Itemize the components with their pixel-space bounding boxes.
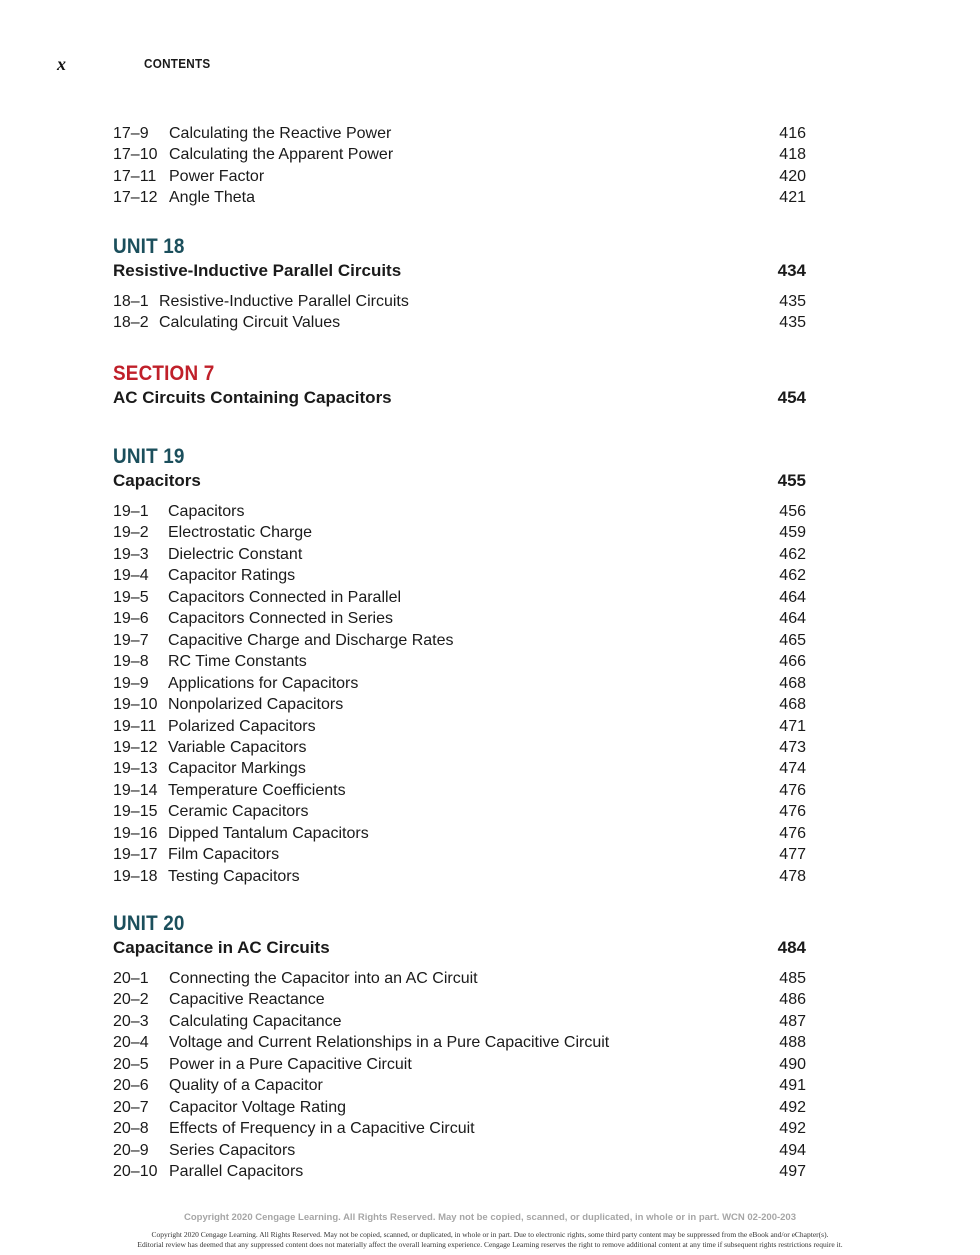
- entry-number: 20–7: [113, 1098, 149, 1116]
- toc-entry: [113, 501, 806, 522]
- entry-number: 20–8: [113, 1120, 149, 1138]
- toc-entry: [113, 968, 806, 989]
- entry-title: Resistive-Inductive Parallel Circuits: [159, 293, 409, 310]
- toc-entry: [113, 1054, 806, 1075]
- unit-page: 454: [777, 388, 806, 407]
- entry-title: Effects of Frequency in a Capacitive Circuit: [169, 1120, 475, 1138]
- copyright-notice: Copyright 2020 Cengage Learning. All Rights Reserved. May not be copied, scanned, or duplicated, in whole or in part. WCN 02-200-203: [184, 1212, 796, 1223]
- unit-heading: UNIT 20: [113, 912, 185, 935]
- unit-page: 455: [777, 471, 806, 490]
- entry-number: 20–10: [113, 1163, 158, 1181]
- toc-entry: [113, 844, 806, 865]
- entry-number: 19–9: [113, 674, 149, 692]
- entry-title: Connecting the Capacitor into an AC Circuit: [169, 970, 478, 987]
- entry-page: 435: [779, 314, 806, 332]
- unit-title-row: [113, 260, 806, 282]
- entry-page: 477: [779, 846, 806, 864]
- entry-page: 494: [779, 1141, 806, 1159]
- entry-title: Nonpolarized Capacitors: [168, 696, 344, 714]
- toc-entry: [113, 1161, 806, 1182]
- toc-entry: [113, 716, 806, 737]
- entry-title: Power Factor: [169, 167, 265, 185]
- unit-title: Capacitors: [113, 471, 201, 490]
- entry-page: 456: [779, 503, 806, 520]
- entry-title: Testing Capacitors: [168, 867, 300, 885]
- toc-entry: [113, 587, 806, 608]
- running-head-title: CONTENTS: [144, 56, 211, 71]
- entry-page: 490: [779, 1055, 806, 1073]
- toc-entry: [113, 780, 806, 801]
- toc-entry: [113, 544, 806, 565]
- entry-title: Parallel Capacitors: [169, 1163, 304, 1181]
- entry-title: Series Capacitors: [169, 1141, 296, 1159]
- unit-title-row: [113, 470, 806, 492]
- entry-number: 19–4: [113, 567, 149, 585]
- toc-entry: [113, 651, 806, 672]
- copyright-fine-print: [0, 1230, 980, 1250]
- section-heading: SECTION 7: [113, 362, 215, 385]
- entry-number: 19–12: [113, 738, 158, 756]
- entry-title: Capacitor Voltage Rating: [169, 1098, 346, 1116]
- entry-number: 19–5: [113, 588, 149, 606]
- entry-page: 476: [779, 824, 806, 842]
- entry-page: 478: [779, 867, 806, 885]
- unit-title: Capacitance in AC Circuits: [113, 938, 330, 957]
- entry-title: Film Capacitors: [168, 846, 280, 864]
- entry-number: 18–2: [113, 314, 149, 332]
- entry-title: Calculating Capacitance: [169, 1012, 342, 1030]
- unit-heading: UNIT 18: [113, 235, 185, 258]
- entry-title: Polarized Capacitors: [168, 717, 316, 735]
- entry-title: Capacitors Connected in Parallel: [168, 588, 402, 606]
- entry-number: 20–6: [113, 1077, 149, 1095]
- entry-page: 488: [779, 1034, 806, 1052]
- entry-title: Electrostatic Charge: [168, 524, 313, 542]
- toc-entry: [113, 291, 806, 312]
- entry-page: 474: [779, 760, 806, 778]
- entry-number: 19–14: [113, 781, 158, 799]
- entry-title: Calculating the Apparent Power: [169, 146, 394, 164]
- toc-entry: [113, 608, 806, 629]
- entry-page: 421: [779, 189, 806, 207]
- entry-page: 468: [779, 696, 806, 714]
- toc-entry: [113, 123, 806, 144]
- entry-title: Capacitors: [168, 503, 245, 520]
- toc-entry: [113, 866, 806, 887]
- unit-page: 434: [777, 261, 806, 280]
- entry-title: Capacitive Charge and Discharge Rates: [168, 631, 454, 649]
- toc-entry: [113, 1075, 806, 1096]
- entry-page: 491: [779, 1077, 806, 1095]
- entry-title: Capacitors Connected in Series: [168, 610, 394, 628]
- entry-page: 462: [779, 545, 806, 563]
- entry-page: 462: [779, 567, 806, 585]
- entry-page: 464: [779, 610, 806, 628]
- entry-number: 20–4: [113, 1034, 149, 1052]
- unit-title: Resistive-Inductive Parallel Circuits: [113, 261, 402, 280]
- entry-title: Calculating the Reactive Power: [169, 125, 392, 142]
- entry-title: Dipped Tantalum Capacitors: [168, 824, 369, 842]
- toc-entry: [113, 737, 806, 758]
- entry-title: Capacitor Ratings: [168, 567, 296, 585]
- entry-title: Power in a Pure Capacitive Circuit: [169, 1055, 412, 1073]
- entry-number: 17–12: [113, 189, 158, 207]
- unit-title: AC Circuits Containing Capacitors: [113, 388, 392, 407]
- unit-title-row: [113, 937, 806, 959]
- entry-number: 17–9: [113, 125, 149, 142]
- toc-entry: [113, 758, 806, 779]
- entry-number: 20–2: [113, 991, 149, 1009]
- toc-entry: [113, 1011, 806, 1032]
- entry-title: RC Time Constants: [168, 653, 307, 671]
- unit-heading: UNIT 19: [113, 445, 185, 468]
- toc-entry: [113, 823, 806, 844]
- entry-number: 17–10: [113, 146, 158, 164]
- entry-number: 19–10: [113, 696, 158, 714]
- entry-page: 473: [779, 738, 806, 756]
- page-number: x: [57, 54, 66, 74]
- entry-page: 418: [779, 146, 806, 164]
- entry-page: 486: [779, 991, 806, 1009]
- entry-title: Voltage and Current Relationships in a Pure Capacitive Circuit: [169, 1034, 610, 1052]
- entry-number: 19–16: [113, 824, 158, 842]
- entry-number: 20–5: [113, 1055, 149, 1073]
- unit-title-row: [113, 387, 806, 409]
- entry-title: Capacitive Reactance: [169, 991, 325, 1009]
- entry-title: Calculating Circuit Values: [159, 314, 341, 332]
- toc-entry: [113, 630, 806, 651]
- entry-number: 19–8: [113, 653, 149, 671]
- entry-number: 19–3: [113, 545, 149, 563]
- toc-entry: [113, 1118, 806, 1139]
- entry-page: 492: [779, 1120, 806, 1138]
- entry-title: Dielectric Constant: [168, 545, 303, 563]
- entry-page: 420: [779, 167, 806, 185]
- toc-entry: [113, 166, 806, 187]
- entry-title: Ceramic Capacitors: [168, 803, 309, 821]
- toc-entry: [113, 694, 806, 715]
- entry-page: 485: [779, 970, 806, 987]
- entry-number: 19–18: [113, 867, 158, 885]
- entry-page: 464: [779, 588, 806, 606]
- entry-page: 416: [779, 125, 806, 142]
- entry-page: 476: [779, 803, 806, 821]
- entry-number: 17–11: [113, 167, 157, 185]
- entry-number: 20–9: [113, 1141, 149, 1159]
- entry-title: Angle Theta: [169, 189, 255, 207]
- entry-page: 459: [779, 524, 806, 542]
- entry-title: Applications for Capacitors: [168, 674, 359, 692]
- toc-entry: [113, 522, 806, 543]
- entry-number: 19–15: [113, 803, 158, 821]
- fine-print-line-1: Copyright 2020 Cengage Learning. All Rights Reserved. May not be copied, scanned, or duplicated, in whole or in part. Due to electronic rights, some third party content may be suppressed from the eBook and/or eChapter(s).: [151, 1230, 829, 1239]
- entry-page: 466: [779, 653, 806, 671]
- entry-page: 487: [779, 1012, 806, 1030]
- entry-number: 19–17: [113, 846, 158, 864]
- toc-entry: [113, 1097, 806, 1118]
- unit-page: 484: [777, 938, 806, 957]
- toc-entry: [113, 187, 806, 208]
- entry-number: 20–3: [113, 1012, 149, 1030]
- entry-page: 435: [779, 293, 806, 310]
- toc-entry: [113, 1140, 806, 1161]
- entry-number: 20–1: [113, 970, 149, 987]
- entry-page: 465: [779, 631, 806, 649]
- entry-number: 19–13: [113, 760, 158, 778]
- entry-title: Temperature Coefficients: [168, 781, 346, 799]
- entry-page: 497: [779, 1163, 806, 1181]
- entry-page: 471: [779, 717, 806, 735]
- entry-title: Quality of a Capacitor: [169, 1077, 323, 1095]
- toc-entry: [113, 1032, 806, 1053]
- entry-page: 468: [779, 674, 806, 692]
- toc-entry: [113, 673, 806, 694]
- entry-page: 492: [779, 1098, 806, 1116]
- toc-entry: [113, 565, 806, 586]
- entry-number: 19–1: [113, 503, 149, 520]
- entry-number: 19–6: [113, 610, 149, 628]
- entry-number: 19–2: [113, 524, 149, 542]
- entry-page: 476: [779, 781, 806, 799]
- entry-number: 18–1: [113, 293, 149, 310]
- entry-number: 19–11: [113, 717, 157, 735]
- toc-entry: [113, 989, 806, 1010]
- entry-number: 19–7: [113, 631, 149, 649]
- toc-entry: [113, 312, 806, 333]
- entry-title: Capacitor Markings: [168, 760, 306, 778]
- fine-print-line-2: Editorial review has deemed that any suppressed content does not materially affect the overall learning experience. Cengage Learning reserves the right to remove additional content at any time if subsequent rights restrictions require it.: [137, 1240, 843, 1249]
- toc-entry: [113, 801, 806, 822]
- entry-title: Variable Capacitors: [168, 738, 307, 756]
- toc-entry: [113, 144, 806, 165]
